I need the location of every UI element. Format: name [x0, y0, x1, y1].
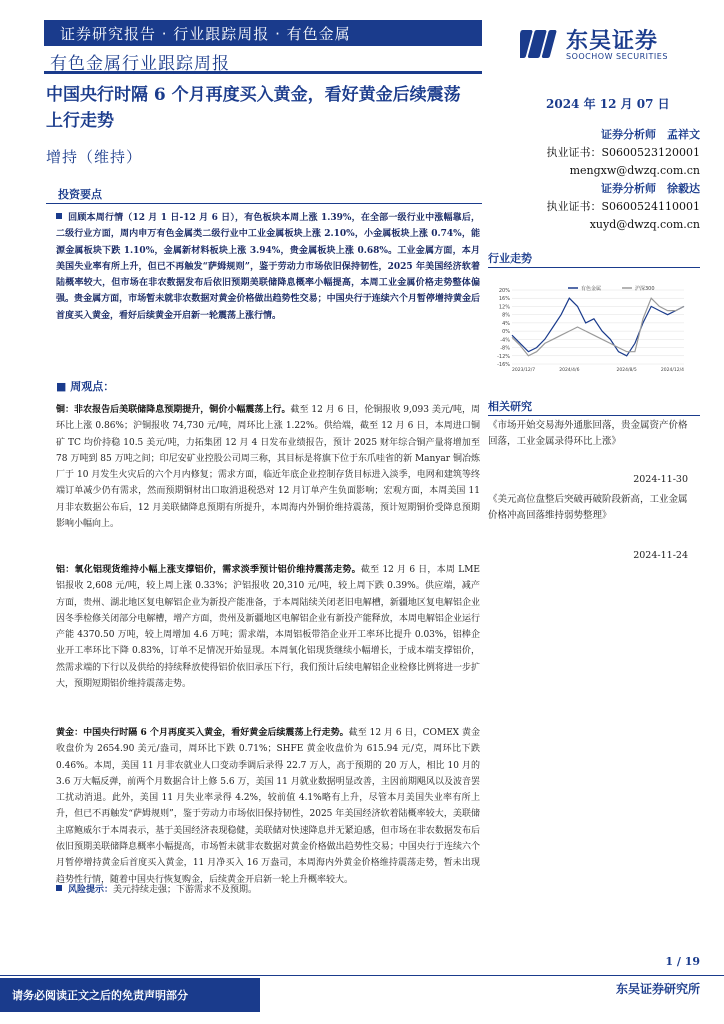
footer-brand: 东吴证券研究所	[615, 982, 700, 996]
chart-ytick-label: 12%	[498, 304, 510, 311]
chart-xtick-label: 2023/12/7	[512, 368, 536, 373]
chart-series-line-1	[512, 298, 684, 356]
paragraph-copper-lead: 铜：非农报告后美联储降息预期提升，铜价小幅震荡上行。	[56, 405, 291, 415]
divider	[488, 267, 700, 268]
analyst-1-name: 证券分析师 孟祥文	[601, 128, 700, 141]
chart-ytick-label: 0%	[502, 329, 510, 336]
report-date: 2024 年 12 月 07 日	[546, 97, 670, 111]
investment-points-heading: 投资要点	[58, 188, 102, 201]
chart-ytick-label: 8%	[502, 312, 510, 319]
header-report-type: 有色金属行业跟踪周报	[50, 54, 230, 74]
paragraph-gold-lead: 黄金：中国央行时隔 6 个月再度买入黄金，看好黄金后续震荡上行走势。	[56, 728, 349, 738]
related-item-1[interactable]: 《市场开始交易海外通胀回落，贵金属资产价格回落，工业金属录得环比上涨》	[488, 420, 688, 447]
paragraph-aluminum-body: 截至 12 月 6 日，本周 LME 铝报收 2,608 元/吨，较上周上涨 0.33%；沪铝报收 20,310 元/吨，较上周下跌 0.39%。供应端，减产方面，贵州、湖北地区复电解铝企业为新投产能准备，于本周陆续关闭老旧电解槽，新疆地区复电解铝企业因冬季检修关闭部分电解槽，增产方面，贵州及新疆地区电解铝企业有新投产能释放，本周电解铝企业运行产能 4370.50 万吨，较上周增加 4.6 万吨；需求端，本周铝板带箔企业开工率环比提升 0.03%，铝棒企业开工率环比下降 0.83%，订单不足情况开始显现。本周氧化铝现货继续小幅增长，于成本端支撑铝价，然需求端的下行以及供给的持续释放使得铝价依旧承压下行，我们预计后续电解铝企业检修比例将进一步扩大，预期短期铝价维持震荡走势。	[56, 565, 480, 690]
risk-text: 美元持续走强；下游需求不及预期。	[113, 885, 258, 895]
chart-ytick-label: -16%	[497, 362, 510, 368]
chart-legend-label: 沪深300	[635, 286, 655, 292]
key-views-heading: ■ 周观点：	[56, 380, 115, 393]
header-breadcrumb: 证券研究报告 · 行业跟踪周报 · 有色金属	[60, 25, 351, 43]
chart-legend-label: 有色金属	[581, 286, 602, 292]
analyst-2	[500, 180, 700, 234]
chart-ytick-label: 4%	[502, 320, 510, 327]
chart-ytick-label: 16%	[498, 296, 510, 303]
divider	[46, 203, 482, 204]
analyst-1-cert: 执业证书：S0600523120001	[546, 146, 700, 159]
header-report-type-band	[44, 46, 482, 74]
chart-ytick-label: 20%	[498, 288, 510, 294]
risk-warning	[56, 882, 480, 895]
bullet-square-icon	[56, 885, 62, 891]
chart-xtick-label: 2024/4/6	[559, 368, 580, 373]
chart-ytick-label: -4%	[500, 337, 510, 344]
analyst-1-email[interactable]: mengxw@dwzq.com.cn	[569, 164, 700, 177]
summary-bullet	[56, 210, 480, 324]
paragraph-copper-body: 截至 12 月 6 日，伦铜报收 9,093 美元/吨，周环比上涨 0.86%；沪铜报收 74,730 元/吨，周环比上涨 1.22%。供给端，截至 12 月 6 日，本周进口铜矿 TC 均价持稳 10.5 美元/吨，力拓集团 12 月 4 日发布业绩报告，预计 2025 财年综合铜产量将增加至 78 万吨到 85 万吨之间；印尼安矿业控股公司周三称，其目标是将旗下位于东爪哇省的新 Manyar 铜冶炼厂于 10 月发生火灾后的六个月内修复；需求方面，临近年底企业控制存货目标进入淡季，电网和建筑等终端订单减少仍有需求，然而预期铜材出口取消退税恐对 12 月订单产生负面影响；宏观方面，本周美国 11 月非农数据公布后，12 月美联储降息预期有所提升，本周海内外铜价维持震荡，预计短期铜价受降息预期影响小幅向上。	[56, 405, 480, 530]
logo-text-en: SOOCHOW SECURITIES	[566, 52, 668, 61]
chart-ytick-label: -12%	[497, 353, 510, 360]
footer-disclaimer-band	[0, 978, 260, 1012]
analyst-2-cert: 执业证书：S0600524110001	[546, 200, 700, 213]
report-title: 中国央行时隔 6 个月再度买入黄金，看好黄金后续震荡上行走势	[46, 85, 461, 131]
footer-disclaimer[interactable]: 请务必阅读正文之后的免责声明部分	[12, 989, 188, 1002]
chart-ytick-label: -8%	[500, 345, 510, 352]
risk-label: 风险提示：	[68, 885, 114, 895]
bullet-square-icon	[56, 213, 62, 219]
header-breadcrumb-band	[44, 20, 482, 46]
industry-trend-chart	[488, 284, 688, 374]
footer-divider	[0, 975, 724, 976]
related-heading: 相关研究	[488, 400, 532, 413]
paragraph-aluminum	[56, 562, 480, 692]
analyst-1	[500, 126, 700, 180]
trend-heading: 行业走势	[488, 252, 532, 265]
related-item-1-date: 2024-11-30	[633, 474, 688, 485]
chart-xtick-label: 2024/8/5	[616, 368, 637, 373]
analyst-2-name: 证券分析师 徐毅达	[601, 182, 700, 195]
related-item-2-date: 2024-11-24	[633, 550, 688, 561]
divider	[488, 415, 700, 416]
paragraph-gold-body: 截至 12 月 6 日，COMEX 黄金收盘价为 2654.90 美元/盎司，周环比下跌 0.71%；SHFE 黄金收盘价为 615.94 元/克，周环比下跌 0.46%。本周，美国 11 月非农就业人口变动季调后录得 22.7 万人，高于预期的 20 万人，相比 10 月的 3.6 万大幅反弹，前两个月数据合计上修 5.6 万，美国 11 月就业数据明显改善，主因前期飓风以及波音罢工扰动消退。此外，美国 11 月失业率录得 4.2%，较前值 4.1%略有上升，尽管本月美国失业率有所上升，但已不再触发“萨姆规则”，鉴于劳动力市场依旧保持韧性，2025 年美国经济软着陆概率较大，美联储主席鲍威尔于本周表示，基于美国经济表现稳健，美联储对快速降息并无紧迫感，但市场在非农数据发布后依旧预期美联储降息概率小幅提高，市场暂未就非农数据对黄金价格做出趋势性交易；中国央行于连续六个月暂停增持黄金后首度买入黄金，11 月净买入 16 万盎司，本周海内外黄金价格维持震荡走势，暂未出现趋势性行情，随着中国央行恢复购金，后续黄金开启新一轮上升概率较大。	[56, 728, 480, 885]
paragraph-aluminum-lead: 铝：氧化铝现货维持小幅上涨支撑铝价，需求淡季预计铝价维持震荡走势。	[56, 565, 361, 575]
paragraph-copper	[56, 402, 480, 532]
analyst-2-email[interactable]: xuyd@dwzq.com.cn	[589, 218, 700, 231]
soochow-logo-icon	[520, 26, 560, 62]
logo-text-cn: 东吴证券	[566, 29, 659, 54]
report-rating: 增持（维持）	[46, 148, 143, 166]
logo	[520, 24, 700, 68]
paragraph-gold	[56, 725, 480, 888]
summary-text: 回顾本周行情（12 月 1 日-12 月 6 日），有色板块本周上涨 1.39%，在全部一级行业中涨幅靠后，二级行业方面，周内申万有色金属类二级行业中工业金属板块上涨 2.10%，小金属板块上涨 0.74%，能源金属板块下跌 1.10%，金属新材料板块上涨 3.94%，贵金属板块上涨 0.68%。工业金属方面，本月美国失业率有所上升，但已不再触发“萨姆规则”，鉴于劳动力市场依旧保持韧性，2025 年美国经济软着陆概率较大，但市场在非农数据发布后依旧预期美联储降息概率小幅提高，本周工业金属价格走势整体偏强。贵金属方面，市场暂未就非农数据对黄金价格做出趋势性交易；中国央行于连续六个月暂停增持黄金后首度买入黄金，看好后续黄金开启新一轮震荡上涨行情。	[56, 213, 480, 321]
chart-xtick-label: 2024/12/4	[660, 368, 684, 373]
page-number: 1 / 19	[665, 955, 700, 968]
related-item-2[interactable]: 《美元高位盘整后突破再破阶段新高，工业金属价格冲高回落维持弱势整理》	[488, 494, 688, 521]
